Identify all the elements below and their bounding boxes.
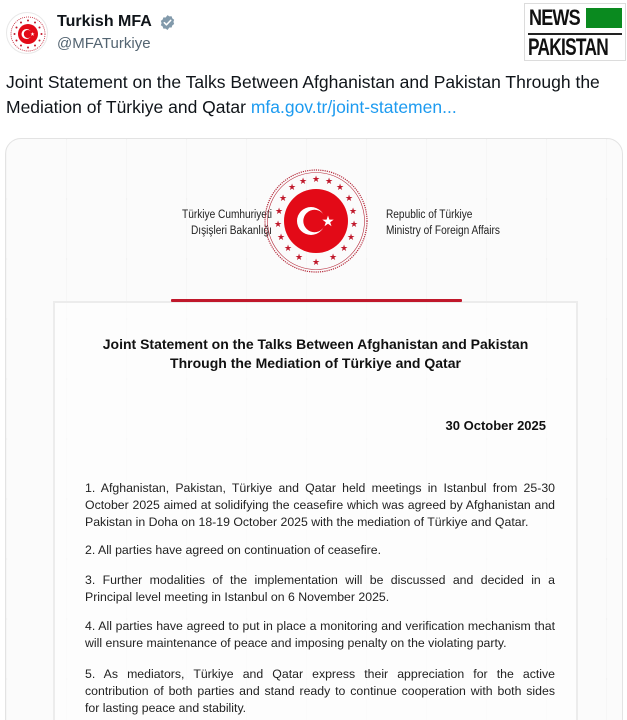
title-line2: Through the Mediation of Türkiye and Qatar <box>170 355 461 371</box>
svg-text:★: ★ <box>278 194 288 204</box>
attached-image[interactable] <box>5 138 623 720</box>
turkish-mfa-emblem-icon <box>263 168 369 274</box>
svg-text:★: ★ <box>298 177 308 187</box>
watermark-flag <box>586 8 622 28</box>
tweet-text <box>6 70 626 120</box>
verified-badge-icon <box>159 14 176 31</box>
turkish-mfa-emblem-icon <box>7 13 49 55</box>
tweet-body: Joint Statement on the Talks Between Afghanistan and Pakistan Through the Mediation of Türkiye and Qatar <box>6 72 600 117</box>
tweet-header <box>0 0 627 64</box>
svg-text:★: ★ <box>287 183 297 193</box>
svg-text:★: ★ <box>283 244 293 254</box>
svg-text:★: ★ <box>276 233 286 243</box>
document-date: 30 October 2025 <box>445 418 546 433</box>
header-left-line2: Dışişleri Bakanlığı <box>190 225 272 237</box>
paragraph-1: 1. Afghanistan, Pakistan, Türkiye and Qatar held meetings in Istanbul from 25-30 October 2025 aimed at solidifying the ceasefire which was agreed by Afghanistan and Pakistan in Doha on 18-19 October 2025 with the mediation of Türkiye and Qatar. <box>85 481 555 529</box>
news-pakistan-watermark <box>524 3 626 61</box>
svg-text:★: ★ <box>339 244 349 254</box>
tweet-link[interactable]: mfa.gov.tr/joint-statemen... <box>250 97 457 117</box>
mfa-header-turkish <box>161 207 272 239</box>
svg-text:★: ★ <box>346 233 356 243</box>
paragraph-2: 2. All parties have agreed on continuation of ceasefire. <box>85 543 382 557</box>
svg-text:★: ★ <box>344 194 354 204</box>
svg-text:★: ★ <box>311 175 321 185</box>
svg-text:★: ★ <box>349 220 359 230</box>
svg-text:★: ★ <box>324 177 334 187</box>
svg-text:★: ★ <box>274 207 284 217</box>
mfa-header-english <box>386 207 527 239</box>
avatar[interactable] <box>6 12 48 54</box>
svg-text:★: ★ <box>335 183 345 193</box>
red-divider <box>171 299 462 302</box>
svg-text:★: ★ <box>328 253 338 263</box>
user-handle[interactable]: @MFATurkiye <box>57 35 151 52</box>
svg-text:★: ★ <box>311 258 321 268</box>
paragraph-3: 3. Further modalities of the implementation will be discussed and decided in a Principal level meeting in Istanbul on 6 November 2025. <box>85 573 555 604</box>
header-right-line2: Ministry of Foreign Affairs <box>386 225 500 237</box>
svg-text:★: ★ <box>348 207 358 217</box>
svg-text:★: ★ <box>273 220 283 230</box>
header-left-line1: Türkiye Cumhuriyeti <box>182 209 272 221</box>
watermark-line1: NEWS <box>529 5 580 30</box>
header-right-line1: Republic of Türkiye <box>386 209 473 221</box>
title-line1: Joint Statement on the Talks Between Afghanistan and Pakistan <box>102 336 529 352</box>
svg-text:★: ★ <box>294 253 304 263</box>
display-name[interactable]: Turkish MFA <box>57 13 152 30</box>
paragraph-4: 4. All parties have agreed to put in place a monitoring and verification mechanism that will ensure maintenance of peace and imposing penalty on the violating party. <box>85 619 555 650</box>
watermark-line2: PAKISTAN <box>528 34 608 61</box>
paragraph-5: 5. As mediators, Türkiye and Qatar express their appreciation for the active contribution of both parties and stand ready to continue cooperation with both sides for lasting peace and stability. <box>85 667 555 715</box>
document-title <box>53 335 578 373</box>
